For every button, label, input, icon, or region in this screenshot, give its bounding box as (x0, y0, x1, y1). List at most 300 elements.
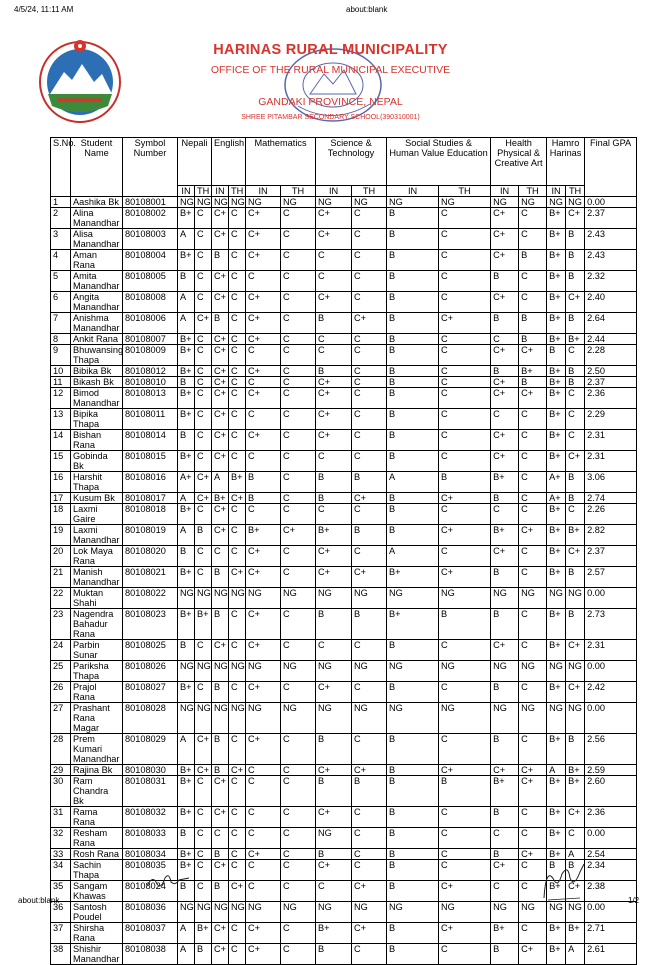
cell-grade: NG (352, 703, 387, 734)
cell-grade: B (387, 640, 439, 661)
cell-grade: B (387, 828, 439, 849)
cell-grade: C (195, 567, 212, 588)
cell-grade: C+ (566, 208, 585, 229)
cell-grade: C+ (246, 682, 281, 703)
cell-grade: C (229, 345, 246, 366)
cell-grade: B+ (246, 525, 281, 546)
cell-grade: C (195, 860, 212, 881)
cell-grade: C (439, 292, 491, 313)
cell-grade: C+ (519, 765, 547, 776)
cell-grade: C+ (566, 682, 585, 703)
cell-final-gpa: 2.74 (585, 493, 637, 504)
cell-grade: NG (195, 703, 212, 734)
cell-grade: C+ (212, 334, 229, 345)
cell-symbol-number: 80108007 (123, 334, 178, 345)
cell-final-gpa: 2.61 (585, 944, 637, 965)
cell-grade: B (178, 546, 195, 567)
cell-grade: C (229, 430, 246, 451)
cell-grade: C+ (212, 451, 229, 472)
cell-grade: C (229, 734, 246, 765)
cell-grade: NG (212, 703, 229, 734)
results-table (50, 137, 640, 965)
cell-grade: C+ (212, 208, 229, 229)
cell-grade: C+ (246, 734, 281, 765)
cell-grade: NG (316, 902, 352, 923)
cell-grade: C+ (439, 567, 491, 588)
cell-grade: C+ (246, 366, 281, 377)
cell-final-gpa: 2.42 (585, 682, 637, 703)
cell-grade: C (281, 377, 316, 388)
cell-sno: 10 (51, 366, 71, 377)
cell-grade: C+ (519, 345, 547, 366)
cell-grade: C (352, 430, 387, 451)
table-row (51, 208, 637, 229)
cell-grade: C (566, 430, 585, 451)
cell-grade: C (352, 345, 387, 366)
cell-grade: C (316, 345, 352, 366)
header-th: TH (566, 186, 585, 197)
cell-grade: C+ (316, 807, 352, 828)
cell-grade: B (519, 377, 547, 388)
cell-grade: B+ (178, 504, 195, 525)
cell-grade: C (195, 828, 212, 849)
cell-symbol-number: 80108002 (123, 208, 178, 229)
cell-grade: C (281, 881, 316, 902)
cell-grade: B (316, 493, 352, 504)
cell-symbol-number: 80108013 (123, 388, 178, 409)
table-row (51, 703, 637, 734)
cell-symbol-number: 80108034 (123, 849, 178, 860)
cell-grade: C (281, 271, 316, 292)
cell-grade: NG (439, 661, 491, 682)
cell-grade: B+ (178, 409, 195, 430)
cell-grade: C (519, 923, 547, 944)
page-number: 1/2 (628, 896, 640, 905)
cell-grade: B (212, 609, 229, 640)
cell-student-name: Shishir Manandhar (71, 944, 123, 965)
table-row (51, 250, 637, 271)
cell-final-gpa: 2.38 (585, 881, 637, 902)
cell-final-gpa: 2.40 (585, 292, 637, 313)
cell-grade: C+ (316, 765, 352, 776)
table-row (51, 292, 637, 313)
cell-grade: B+ (547, 409, 566, 430)
cell-grade: NG (178, 661, 195, 682)
cell-sno: 12 (51, 388, 71, 409)
cell-student-name: Rajina Bk (71, 765, 123, 776)
cell-grade: B (178, 377, 195, 388)
cell-grade: C (195, 366, 212, 377)
cell-grade: NG (352, 588, 387, 609)
cell-grade: B+ (178, 849, 195, 860)
cell-grade: B (387, 388, 439, 409)
cell-grade: C (352, 504, 387, 525)
cell-grade: C (281, 292, 316, 313)
cell-final-gpa: 2.37 (585, 546, 637, 567)
cell-grade: B (566, 860, 585, 881)
cell-grade: A (178, 734, 195, 765)
cell-grade: C+ (316, 409, 352, 430)
cell-grade: B (387, 944, 439, 965)
cell-grade: NG (195, 902, 212, 923)
municipality-title: HARINAS RURAL MUNICIPALITY (213, 42, 448, 58)
cell-grade: NG (547, 703, 566, 734)
cell-grade: C+ (212, 807, 229, 828)
cell-grade: C (566, 388, 585, 409)
print-date: 4/5/24, 11:11 AM (14, 5, 74, 14)
header-final-gpa: Final GPA (585, 138, 637, 197)
cell-grade: C (519, 807, 547, 828)
cell-grade: B+ (178, 451, 195, 472)
cell-grade: NG (178, 703, 195, 734)
cell-grade: C (212, 828, 229, 849)
cell-final-gpa: 2.43 (585, 229, 637, 250)
cell-sno: 35 (51, 881, 71, 902)
cell-symbol-number: 80108011 (123, 409, 178, 430)
header-in: IN (178, 186, 195, 197)
cell-sno: 17 (51, 493, 71, 504)
cell-grade: C+ (519, 944, 547, 965)
cell-grade: C (281, 640, 316, 661)
cell-grade: C (195, 229, 212, 250)
table-row (51, 776, 637, 807)
cell-symbol-number: 80108005 (123, 271, 178, 292)
cell-sno: 18 (51, 504, 71, 525)
cell-grade: C (229, 208, 246, 229)
cell-grade: B+ (491, 472, 519, 493)
cell-grade: C+ (246, 208, 281, 229)
cell-grade: NG (281, 197, 316, 208)
cell-grade: A (178, 493, 195, 504)
cell-grade: B (387, 229, 439, 250)
cell-grade: C (246, 271, 281, 292)
cell-sno: 32 (51, 828, 71, 849)
cell-grade: C (281, 430, 316, 451)
cell-grade: B (519, 250, 547, 271)
cell-symbol-number: 80108027 (123, 682, 178, 703)
cell-student-name: Pariksha Thapa (71, 661, 123, 682)
cell-grade: C (439, 250, 491, 271)
cell-grade: B+ (566, 525, 585, 546)
cell-grade: C (316, 250, 352, 271)
cell-grade: C+ (246, 923, 281, 944)
cell-grade: B (387, 345, 439, 366)
cell-grade: A (566, 944, 585, 965)
cell-grade: B+ (547, 208, 566, 229)
cell-grade: C (352, 807, 387, 828)
cell-grade: NG (229, 902, 246, 923)
cell-grade: C (439, 208, 491, 229)
table-row (51, 504, 637, 525)
cell-grade: B+ (547, 313, 566, 334)
cell-grade: C (281, 334, 316, 345)
cell-final-gpa: 2.54 (585, 849, 637, 860)
footer-url: about:blank (18, 896, 60, 905)
cell-grade: B+ (547, 734, 566, 765)
cell-grade: NG (519, 197, 547, 208)
cell-grade: B (566, 313, 585, 334)
cell-grade: NG (229, 703, 246, 734)
cell-grade: C (246, 860, 281, 881)
cell-grade: NG (316, 703, 352, 734)
cell-grade: C+ (439, 525, 491, 546)
cell-grade: C+ (246, 849, 281, 860)
cell-sno: 13 (51, 409, 71, 430)
cell-grade: C (195, 430, 212, 451)
cell-grade: B (246, 493, 281, 504)
cell-sno: 6 (51, 292, 71, 313)
table-row (51, 923, 637, 944)
cell-grade: C+ (212, 944, 229, 965)
cell-grade: C (519, 682, 547, 703)
cell-grade: C+ (246, 640, 281, 661)
cell-grade: NG (491, 703, 519, 734)
cell-grade: B+ (195, 609, 212, 640)
cell-grade: C (281, 860, 316, 881)
cell-grade: C (229, 860, 246, 881)
cell-grade: C+ (352, 493, 387, 504)
cell-sno: 27 (51, 703, 71, 734)
cell-grade: C+ (212, 640, 229, 661)
cell-grade: B+ (178, 334, 195, 345)
cell-grade: C (229, 451, 246, 472)
cell-grade: B (491, 493, 519, 504)
cell-grade: C (316, 881, 352, 902)
cell-grade: C (246, 345, 281, 366)
cell-student-name: Aman Rana (71, 250, 123, 271)
cell-grade: NG (566, 902, 585, 923)
cell-grade: C (195, 776, 212, 807)
cell-sno: 31 (51, 807, 71, 828)
table-row (51, 525, 637, 546)
cell-grade: C (519, 640, 547, 661)
cell-grade: B (212, 567, 229, 588)
cell-grade: C (195, 208, 212, 229)
cell-grade: A (178, 525, 195, 546)
header-in: IN (212, 186, 229, 197)
cell-sno: 37 (51, 923, 71, 944)
cell-symbol-number: 80108019 (123, 525, 178, 546)
cell-grade: C (281, 765, 316, 776)
cell-grade: C (229, 313, 246, 334)
table-row (51, 546, 637, 567)
cell-grade: C (229, 525, 246, 546)
cell-grade: B (566, 609, 585, 640)
header-th: TH (229, 186, 246, 197)
cell-grade: B (387, 682, 439, 703)
cell-grade: NG (229, 197, 246, 208)
cell-grade: A (178, 923, 195, 944)
cell-grade: C (195, 682, 212, 703)
cell-grade: C (195, 271, 212, 292)
cell-grade: C+ (246, 546, 281, 567)
cell-grade: NG (547, 588, 566, 609)
cell-grade: C (281, 776, 316, 807)
cell-grade: NG (519, 902, 547, 923)
cell-grade: C (519, 567, 547, 588)
cell-grade: NG (229, 661, 246, 682)
cell-grade: C (566, 504, 585, 525)
cell-grade: C+ (316, 292, 352, 313)
cell-grade: C+ (316, 682, 352, 703)
cell-grade: C+ (212, 923, 229, 944)
cell-grade: B (491, 313, 519, 334)
cell-grade: NG (387, 197, 439, 208)
cell-final-gpa: 2.37 (585, 377, 637, 388)
cell-student-name: Laxmi Manandhar (71, 525, 123, 546)
cell-final-gpa: 2.82 (585, 525, 637, 546)
cell-grade: B (566, 271, 585, 292)
cell-grade: B+ (547, 640, 566, 661)
cell-grade: C (491, 334, 519, 345)
cell-grade: C (352, 849, 387, 860)
cell-symbol-number: 80108021 (123, 567, 178, 588)
table-row (51, 609, 637, 640)
cell-grade: A (566, 849, 585, 860)
cell-student-name: Amita Manandhar (71, 271, 123, 292)
cell-grade: B (491, 944, 519, 965)
cell-student-name: Gobinda Bk (71, 451, 123, 472)
cell-grade: C (229, 366, 246, 377)
cell-grade: C (195, 409, 212, 430)
cell-grade: C (229, 388, 246, 409)
cell-grade: B (387, 923, 439, 944)
cell-grade: C (195, 292, 212, 313)
cell-grade: NG (491, 588, 519, 609)
cell-grade: A+ (547, 493, 566, 504)
cell-grade: NG (519, 588, 547, 609)
cell-symbol-number: 80108036 (123, 902, 178, 923)
cell-grade: C (229, 682, 246, 703)
cell-grade: B (178, 640, 195, 661)
table-row (51, 271, 637, 292)
cell-final-gpa: 2.28 (585, 345, 637, 366)
cell-grade: B (547, 860, 566, 881)
cell-grade: C (229, 828, 246, 849)
cell-grade: C (439, 504, 491, 525)
cell-grade: B+ (316, 525, 352, 546)
signature-right (540, 858, 588, 904)
cell-grade: B (491, 609, 519, 640)
cell-grade: C+ (195, 313, 212, 334)
cell-final-gpa: 2.71 (585, 923, 637, 944)
cell-final-gpa: 2.26 (585, 504, 637, 525)
cell-grade: C (229, 377, 246, 388)
cell-grade: C+ (316, 546, 352, 567)
cell-grade: B (387, 525, 439, 546)
cell-grade: C (281, 345, 316, 366)
cell-grade: B (212, 765, 229, 776)
cell-grade: C (281, 807, 316, 828)
cell-grade: A (387, 472, 439, 493)
cell-final-gpa: 0.00 (585, 703, 637, 734)
cell-grade: C+ (246, 944, 281, 965)
cell-grade: C (519, 292, 547, 313)
cell-symbol-number: 80108018 (123, 504, 178, 525)
cell-grade: B+ (566, 776, 585, 807)
cell-grade: B (212, 250, 229, 271)
cell-grade: B+ (547, 567, 566, 588)
cell-student-name: Ankit Rana (71, 334, 123, 345)
cell-grade: C (439, 682, 491, 703)
cell-grade: C (246, 828, 281, 849)
cell-grade: C (439, 640, 491, 661)
header-subject: English (212, 138, 246, 186)
cell-grade: C+ (491, 546, 519, 567)
cell-grade: C+ (566, 640, 585, 661)
cell-grade: NG (439, 197, 491, 208)
cell-grade: C (246, 409, 281, 430)
cell-grade: C (195, 546, 212, 567)
cell-sno: 36 (51, 902, 71, 923)
cell-grade: B (316, 944, 352, 965)
cell-grade: C+ (195, 472, 212, 493)
cell-final-gpa: 2.56 (585, 734, 637, 765)
cell-grade: C+ (212, 229, 229, 250)
cell-grade: C (352, 366, 387, 377)
cell-grade: C (519, 734, 547, 765)
header-in: IN (491, 186, 519, 197)
cell-grade: C+ (566, 807, 585, 828)
cell-symbol-number: 80108006 (123, 313, 178, 334)
cell-symbol-number: 80108022 (123, 588, 178, 609)
cell-symbol-number: 80108004 (123, 250, 178, 271)
cell-grade: B+ (547, 292, 566, 313)
cell-grade: C (439, 377, 491, 388)
cell-grade: B (439, 776, 491, 807)
cell-symbol-number: 80108029 (123, 734, 178, 765)
cell-symbol-number: 80108030 (123, 765, 178, 776)
cell-grade: C+ (519, 776, 547, 807)
cell-student-name: Bishan Rana (71, 430, 123, 451)
cell-sno: 3 (51, 229, 71, 250)
cell-final-gpa: 0.00 (585, 902, 637, 923)
cell-student-name: Bhuwansing Thapa (71, 345, 123, 366)
cell-grade: B+ (547, 366, 566, 377)
table-row (51, 567, 637, 588)
cell-grade: C (352, 229, 387, 250)
cell-grade: B (212, 734, 229, 765)
cell-grade: C+ (281, 525, 316, 546)
cell-grade: C (519, 504, 547, 525)
header-subject: Nepali (178, 138, 212, 186)
cell-grade: B (316, 849, 352, 860)
cell-grade: A (178, 313, 195, 334)
table-row (51, 388, 637, 409)
cell-grade: NG (519, 661, 547, 682)
cell-symbol-number: 80108020 (123, 546, 178, 567)
cell-grade: B+ (212, 493, 229, 504)
table-row (51, 944, 637, 965)
cell-grade: NG (491, 197, 519, 208)
cell-grade: B+ (547, 849, 566, 860)
cell-grade: B (439, 609, 491, 640)
cell-student-name: Rama Rana (71, 807, 123, 828)
cell-grade: C (439, 734, 491, 765)
header-in: IN (547, 186, 566, 197)
cell-grade: C (246, 881, 281, 902)
cell-grade: NG (566, 197, 585, 208)
cell-grade: C+ (246, 334, 281, 345)
cell-sno: 2 (51, 208, 71, 229)
cell-grade: B+ (547, 430, 566, 451)
cell-symbol-number: 80108031 (123, 776, 178, 807)
table-row (51, 430, 637, 451)
cell-student-name: Rosh Rana (71, 849, 123, 860)
cell-sno: 11 (51, 377, 71, 388)
cell-grade: C (519, 409, 547, 430)
cell-grade: B (316, 313, 352, 334)
